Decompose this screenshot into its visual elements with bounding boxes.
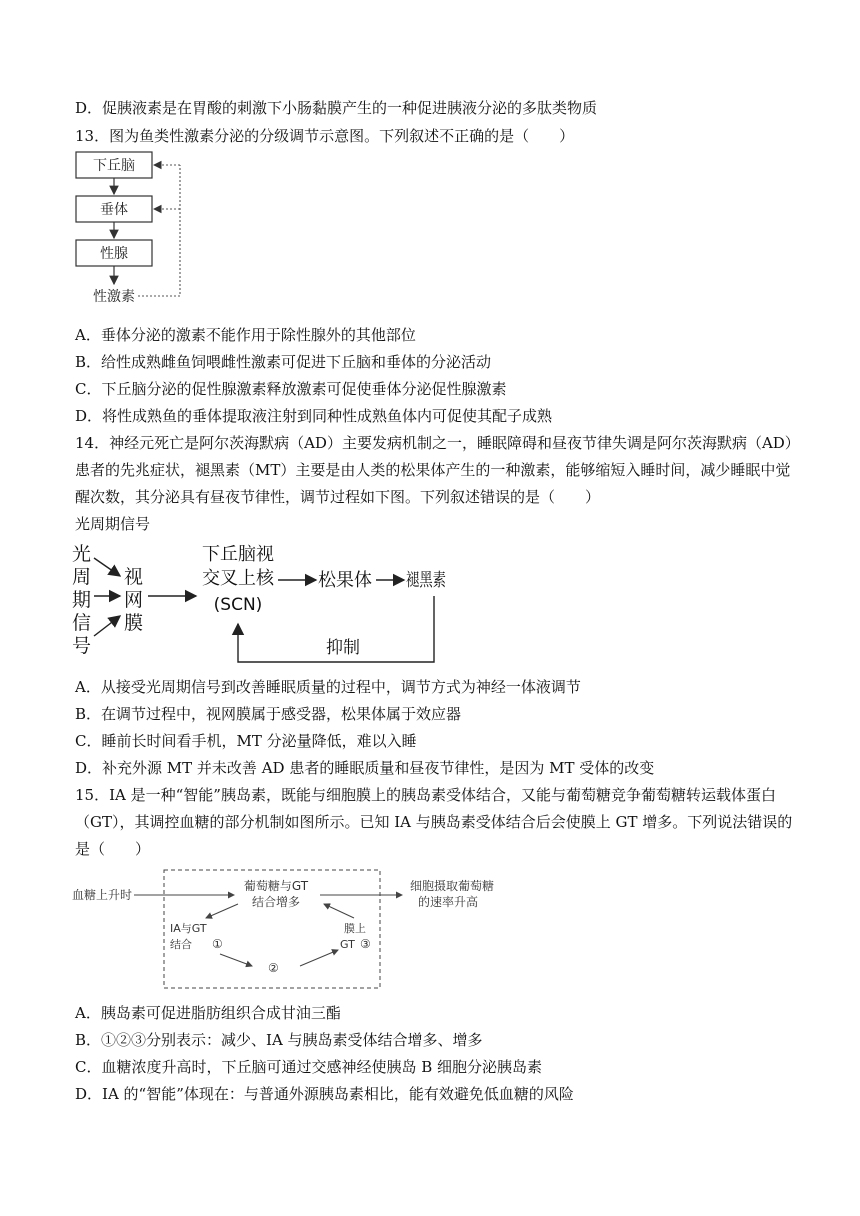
q14-arrow-signal-3 — [94, 616, 120, 636]
q14-scn-line-3: (SCN) — [213, 595, 263, 615]
q15-option-d: D．IA 的“智能”体现在：与普通外源胰岛素相比，能有效避免低血糖的风险 — [75, 1085, 574, 1103]
q13-hypothalamus-label: 下丘脑 — [93, 158, 135, 174]
q14-retina-char-2: 网 — [124, 589, 144, 611]
q13-stem: 13．图为鱼类性激素分泌的分级调节示意图。下列叙述不正确的是（ ） — [75, 127, 575, 145]
q14-signal-char-4: 信 — [72, 612, 92, 634]
q15-marker-1: ① — [212, 937, 223, 951]
q14-signal-char-2: 周 — [72, 566, 92, 588]
q15-top-line-2: 结合增多 — [251, 895, 301, 909]
q15-arrow-top-ia — [206, 904, 238, 918]
q15-top-line-1: 葡萄糖与GT — [243, 879, 309, 893]
q14-inhibit-label: 抑制 — [326, 638, 360, 658]
q14-pineal-label: 松果体 — [318, 570, 372, 591]
q14-scn-line-1: 下丘脑视 — [202, 544, 274, 565]
q15-membrane-line-2: GT — [340, 938, 355, 951]
q14-option-b: B．在调节过程中，视网膜属于感受器，松果体属于效应器 — [75, 705, 462, 723]
q15-ia-line-2: 结合 — [170, 938, 192, 951]
q14-option-d: D．补充外源 MT 并未改善 AD 患者的睡眠质量和昼夜节律性，是因为 MT 受体的改变 — [75, 759, 655, 777]
q15-option-b: B．①②③分别表示：减少、IA 与胰岛素受体结合增多、增多 — [75, 1031, 483, 1049]
q13-option-d: D．将性成熟鱼的垂体提取液注射到同种性成熟鱼体内可促使其配子成熟 — [75, 407, 553, 425]
q14-scn-line-2: 交叉上核 — [202, 568, 274, 589]
q15-left-label: 血糖上升时 — [72, 888, 133, 902]
q15-stem-line-1: 15．IA 是一种“智能”胰岛素，既能与细胞膜上的胰岛素受体结合，又能与葡萄糖竞争葡萄糖转运载体蛋白 — [75, 786, 776, 804]
q14-option-c: C．睡前长时间看手机，MT 分泌量降低，难以入睡 — [75, 732, 417, 750]
q15-option-a: A．胰岛素可促进脂肪组织合成甘油三酯 — [75, 1004, 341, 1022]
q14-arrow-signal-1 — [94, 558, 120, 576]
q14-retina-char-1: 视 — [124, 566, 144, 588]
q14-option-a: A．从接受光周期信号到改善睡眠质量的过程中，调节方式为神经一体液调节 — [75, 678, 581, 696]
q15-right-line-1: 细胞摄取葡萄糖 — [410, 879, 495, 893]
q14-diagram — [68, 540, 448, 668]
q14-signal-char-3: 期 — [72, 589, 92, 611]
q13-pituitary-label: 垂体 — [100, 202, 128, 218]
q14-caption: 光周期信号 — [75, 515, 151, 533]
q15-option-c: C．血糖浓度升高时，下丘脑可通过交感神经使胰岛 B 细胞分泌胰岛素 — [75, 1058, 543, 1076]
q15-arrow-ia-2 — [220, 954, 252, 966]
q14-stem-line-3: 醒次数，其分泌具有昼夜节律性，调节过程如下图。下列叙述错误的是（ ） — [75, 488, 601, 506]
q14-melatonin-label: 褪黑素 — [406, 570, 446, 591]
q12-option-d: D．促胰液素是在胃酸的刺激下小肠黏膜产生的一种促进胰液分泌的多肽类物质 — [75, 99, 598, 117]
q15-marker-3: ③ — [360, 937, 371, 951]
q13-gonad-label: 性腺 — [100, 246, 128, 262]
q15-membrane-line-1: 膜上 — [344, 922, 366, 935]
q15-diagram — [72, 866, 532, 992]
q14-retina-char-3: 膜 — [124, 612, 144, 634]
q13-option-c: C．下丘脑分泌的促性腺激素释放激素可促使垂体分泌促性腺激素 — [75, 380, 507, 398]
q15-ia-line-1: IA与GT — [170, 922, 207, 935]
q15-right-line-2: 的速率升高 — [418, 895, 479, 909]
q13-feedback-line — [138, 165, 180, 296]
q15-stem-line-2: （GT），其调控血糖的部分机制如图所示。已知 IA 与胰岛素受体结合后会使膜上 GT 增多。下列说法错误的 — [75, 813, 793, 831]
q14-stem-line-2: 患者的先兆症状，褪黑素（MT）主要是由人类的松果体产生的一种激素，能够缩短入睡时间，减少睡眠中觉 — [75, 461, 791, 479]
q13-sex-hormone-label: 性激素 — [93, 289, 135, 305]
q14-signal-char-1: 光 — [72, 543, 92, 565]
q13-diagram — [72, 150, 192, 310]
q14-stem-line-1: 14．神经元死亡是阿尔茨海默病（AD）主要发病机制之一，睡眠障碍和昼夜节律失调是阿尔茨海默病（AD） — [75, 434, 800, 452]
q13-option-b: B．给性成熟雌鱼饲喂雌性激素可促进下丘脑和垂体的分泌活动 — [75, 353, 492, 371]
q15-stem-line-3: 是（ ） — [75, 840, 151, 858]
q15-marker-2: ② — [268, 961, 279, 975]
q15-arrow-mem-top — [324, 904, 354, 918]
q14-signal-char-5: 号 — [72, 635, 92, 657]
q13-option-a: A．垂体分泌的激素不能作用于除性腺外的其他部位 — [75, 326, 416, 344]
q15-arrow-2-mem — [300, 950, 338, 966]
